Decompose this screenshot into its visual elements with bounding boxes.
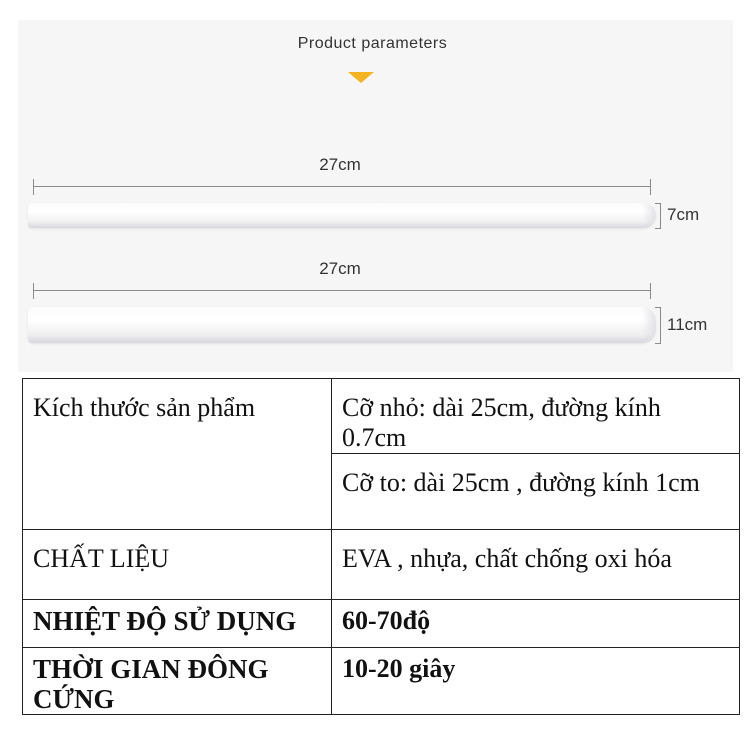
spec-value-size-small: Cỡ nhỏ: dài 25cm, đường kính 0.7cm — [332, 379, 740, 454]
tube-small-diameter-label: 7cm — [667, 205, 700, 224]
glue-stick-small — [28, 203, 656, 228]
spec-value-temperature: 60-70độ — [332, 600, 740, 648]
spec-label-temperature: NHIỆT ĐỘ SỬ DỤNG — [23, 600, 332, 648]
down-arrow-icon — [348, 72, 374, 83]
tube-small-length-label: 27cm — [319, 155, 361, 174]
glue-stick-large — [28, 307, 656, 343]
table-row — [23, 379, 740, 454]
section-title: Product parameters — [297, 35, 448, 52]
tube-large-length-label: 27cm — [319, 259, 361, 278]
spec-label-material: CHẤT LIỆU — [23, 530, 332, 600]
table-row — [23, 530, 740, 600]
tube-large-diameter-bracket — [655, 307, 661, 344]
spec-value-material: EVA , nhựa, chất chống oxi hóa — [332, 530, 740, 600]
tube-small-length-dimension-line — [33, 186, 651, 187]
spec-value-curing-time: 10-20 giây — [332, 648, 740, 715]
table-row — [23, 648, 740, 715]
spec-label-curing-time: THỜI GIAN ĐÔNG CỨNG — [23, 648, 332, 715]
table-row — [23, 600, 740, 648]
tube-large-length-dimension-line — [33, 290, 651, 291]
spec-label-size: Kích thước sản phẩm — [23, 379, 332, 530]
product-specs-table — [22, 378, 740, 715]
spec-value-size-large: Cỡ to: dài 25cm , đường kính 1cm — [332, 454, 740, 530]
tube-small-diameter-bracket — [655, 203, 661, 229]
tube-large-diameter-label: 11cm — [667, 315, 708, 334]
